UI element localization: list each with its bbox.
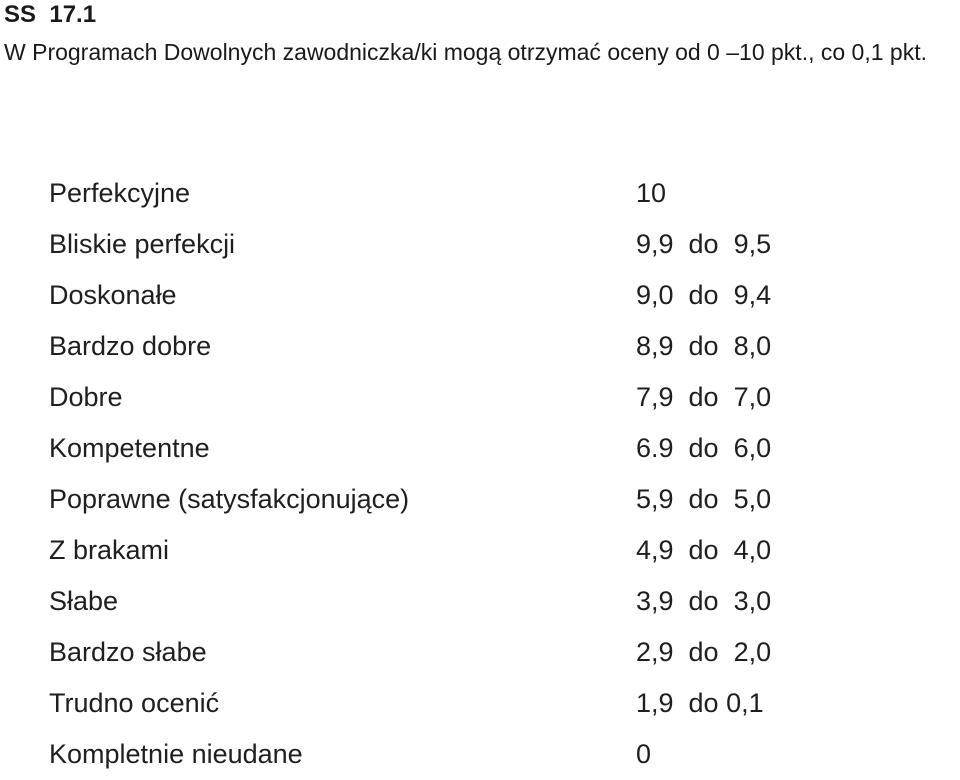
grade-row xyxy=(49,525,929,576)
grade-row xyxy=(49,321,929,372)
grade-range: 1,9 do 0,1 xyxy=(636,688,764,718)
grade-range: 9,0 do 9,4 xyxy=(636,280,772,310)
intro-paragraph: W Programach Dowolnych zawodniczka/ki mogą otrzymać oceny od 0 –10 pkt., co 0,1 pkt. xyxy=(4,39,927,65)
grade-range: 9,9 do 9,5 xyxy=(636,229,772,259)
grade-range: 7,9 do 7,0 xyxy=(636,382,772,412)
grade-label: Kompetentne xyxy=(49,433,210,463)
grade-label: Bardzo dobre xyxy=(49,331,212,361)
grade-range: 5,9 do 5,0 xyxy=(636,484,772,514)
grade-row xyxy=(49,423,929,474)
grade-row xyxy=(49,168,929,219)
grade-label: Bliskie perfekcji xyxy=(49,229,236,259)
section-code: SS 17.1 xyxy=(4,1,97,28)
grade-label: Słabe xyxy=(49,586,119,616)
grade-label: Doskonałe xyxy=(49,280,177,310)
grade-range: 6.9 do 6,0 xyxy=(636,433,772,463)
grade-row xyxy=(49,372,929,423)
grade-row xyxy=(49,270,929,321)
grade-range: 4,9 do 4,0 xyxy=(636,535,772,565)
grade-range: 8,9 do 8,0 xyxy=(636,331,772,361)
grade-row xyxy=(49,474,929,525)
grade-row xyxy=(49,678,929,729)
grade-scale-table xyxy=(49,168,929,780)
grade-label: Poprawne (satysfakcjonujące) xyxy=(49,484,410,514)
grade-row xyxy=(49,729,929,780)
grade-range: 2,9 do 2,0 xyxy=(636,637,772,667)
grade-row xyxy=(49,576,929,627)
grade-range: 10 xyxy=(636,178,667,208)
grade-range: 3,9 do 3,0 xyxy=(636,586,772,616)
grade-label: Trudno ocenić xyxy=(49,688,220,718)
grade-row xyxy=(49,219,929,270)
grade-label: Perfekcyjne xyxy=(49,178,191,208)
grade-range: 0 xyxy=(636,739,652,769)
grade-label: Kompletnie nieudane xyxy=(49,739,303,769)
grade-row xyxy=(49,627,929,678)
grade-scale-body xyxy=(49,168,929,780)
grade-label: Dobre xyxy=(49,382,123,412)
document-header xyxy=(4,0,954,70)
grade-label: Z brakami xyxy=(49,535,170,565)
grade-label: Bardzo słabe xyxy=(49,637,207,667)
